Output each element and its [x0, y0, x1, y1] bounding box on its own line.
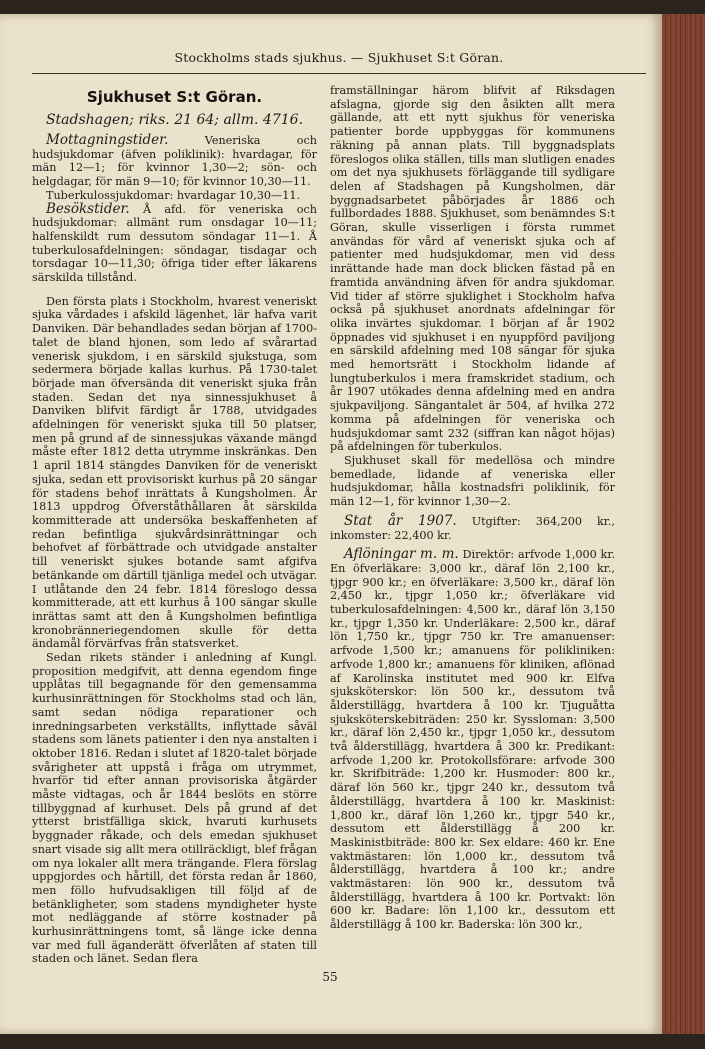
mottagningstider-text: Veneriska och hudsjukdomar (äfven poliklinik): hvardagar, för män 12—1; för kvinnor 1,30—2; sön- och helgdagar, för män 9—10; för kvinnor 10,30—11. [32, 134, 317, 189]
header-rule [32, 73, 646, 74]
poliklinik-paragraph: Sjukhuset skall för medellösa och mindre bemedlade, lidande af veneriska eller hudsjukdomar, hålla kostnadsfri poliklinik, för män 12—1, för kvinnor 1,30—2. [330, 453, 615, 509]
aflonings-label: Aflöningar m. m. [344, 546, 459, 563]
history-paragraph-3: framställningar härom blifvit af Riksdagen afslagna, gjorde sig den åsikten allt mera gällande, att ett nytt sjukhus för veneriska patienter borde uppbyggas för kommunens räkning på annan plats. Till byggnadsplats föreslogos olika ställen, tills man slutligen enades om det nya sjukhusets förläggande till sydligare delen af Stadshagen på Kungsholmen, där byggnadsarbetet påbörjades år 1886 och fullbordades 1888. Sjukhuset, som benämndes S:t Göran, skulle visserligen i första rummet användas för vård af veneriskt sjuka och af patienter med hudsjukdomar, men vid dess inrättande hade man dock blicken fästad på en framtida användning äfven för andra sjukdomar. Vid tider af större sjuklighet i Stockholm hafva också på sjukhuset anordnats afdelningar för olika invärtes sjukdomar. I början af år 1902 öppnades vid sjukhuset i en nyuppförd paviljong en särskild afdelning med 108 sängar för sjuka med hemortsrätt i Stockholm lidande af lungtuberkulos i mera framskridet stadium, och år 1907 utökades denna afdelning med en andra sjukpaviljong. Sängantalet är 504, af hvilka 272 komma på afdelningen för veneriska och hudsjukdomar samt 232 (siffran kan något höjas) på afdelningen för tuberkulos. [330, 84, 615, 454]
mottagningstider-paragraph [32, 134, 317, 189]
book-page-edges [662, 14, 705, 1034]
stat-text: Utgifter: 364,200 kr., inkomster: 22,400 kr. [330, 514, 615, 542]
running-header: Stockholms stads sjukhus. — Sjukhuset S:t Göran. [174, 50, 504, 65]
besokstider-paragraph [32, 200, 317, 285]
besokstider-label: Besökstider. [46, 200, 130, 217]
right-column [330, 84, 615, 932]
history-paragraph-2: Sedan rikets ständer i anledning af Kungl. proposition medgifvit, att denna egendom finge upplåtas till begagnande för den gemensamma kurhusinrättningen för Stockholms stad och län, samt sedan nödiga reparationer och inredningsarbeten verkställts, inflyttade såväl stadens som länets patienter i den nya anstalten i oktober 1816. Redan i slutet af 1820-talet började svårigheter att uppstå i fråga om utrymmet, hvarför tid efter annan provisoriska åtgärder måste vidtagas, och år 1844 beslöts en större tillbyggnad af kurhuset. Dels på grund af det ytterst bristfälliga skick, hvaruti kurhusets byggnader råkade, och dels emedan sjukhuset snart visade sig allt mera otillräckligt, blef frågan om nya lokaler allt mera trängande. Flera förslag uppgjordes och hårtill, det första redan år 1860, men föllo hufvudsakligen till följd af de betänkligheter, som stadens myndigheter hyste mot nedläggande af större kostnader på kurhusinrättningens tomt, så länge icke denna var med full äganderätt öfverlåten af staten till staden och länet. Sedan flera [32, 651, 317, 966]
page-title: Sjukhuset S:t Göran. [86, 88, 263, 106]
stat-paragraph [330, 512, 615, 542]
address-line: Stadshagen; riks. 21 64; allm. 4716. [45, 112, 304, 128]
aflonings-text: Direktör: arfvode 1,000 kr. En öfverläkare: 3,000 kr., däraf lön 2,100 kr., tjpgr 900 kr.; en öfverläkare: 3,500 kr., däraf lön 2,450 kr., tjpgr 1,050 kr.; öfverläkare vid tuberkulosafdelningen: 4,500 kr., däraf lön 3,150 kr., tjpgr 1,350 kr. Underläkare: 2,500 kr., däraf lön 1,750 kr., tjpgr 750 kr. Tre amanuenser: arfvode 1,500 kr.; amanuens för polikliniken: arfvode 1,800 kr.; amanuens för kliniken, aflönad af Karolinska institutet med 900 kr. Elfva sjuksköterskor: lön 500 kr., dessutom två ålderstillägg, hvartdera å 100 kr. Tjuguåtta sjuksköterskebiträden: 250 kr. Syssloman: 3,500 kr., däraf lön 2,450 kr., tjpgr 1,050 kr., dessutom två ålderstillägg, hvartdera å 300 kr. Predikant: arfvode 1,200 kr. Protokollsförare: arfvode 300 kr. Skrifbiträde: 1,200 kr. Husmoder: 800 kr., däraf lön 560 kr., tjpgr 240 kr., dessutom två ålderstillägg, hvartdera å 100 kr. Maskinist: 1,800 kr., däraf lön 1,260 kr., tjpgr 540 kr., dessutom ett ålderstillägg å 200 kr. Maskinistbiträde: 800 kr. Sex eldare: 460 kr. Ene vaktmästaren: lön 1,000 kr., dessutom två ålderstillägg, hvartdera å 100 kr.; andre vaktmästaren: lön 900 kr., dessutom två ålderstillägg, hvartdera å 100 kr. Portvakt: lön 600 kr. Badare: lön 1,100 kr., dessutom ett ålderstillägg å 100 kr. Baderska: lön 300 kr., [330, 548, 616, 932]
besokstider-text: Å afd. för veneriska och hudsjukdomar: allmänt rum onsdagar 10—11; halfenskildt rum dessutom söndagar 11—1. Å tuberkulosafdelningen: söndagar, tisdagar och torsdagar 10—11,30; öfriga tider efter läkarens särskilda tillstånd. [32, 202, 317, 285]
aflonings-paragraph [330, 548, 615, 932]
tuberkulos-hours: Tuberkulossjukdomar: hvardagar 10,30—11. [46, 188, 300, 202]
mottagningstider-label: Mottagningstider. [46, 132, 169, 148]
stat-label: Stat år 1907. [344, 512, 457, 529]
left-column [32, 84, 317, 966]
page-number: 55 [322, 970, 338, 984]
history-paragraph-1: Den första plats i Stockholm, hvarest veneriskt sjuka vårdades i afskild lägenhet, lär hafva varit Danviken. Där behandlades sedan början af 1700-talet de bland hjonen, som ledo af svårartad venerisk sjukdom, i en särskild sjukstuga, som sedermera började kallas kurhus. På 1730-talet började man öfversända dit veneriskt sjuka från staden. Sedan det nya sinnessjukhuset å Danviken blifvit färdigt år 1788, utvidgades afdelningen för veneriskt sjuka till 50 platser, men på grund af de sinnessjukas växande mängd måste efter 1812 detta utrymme inskränkas. Den 1 april 1814 stängdes Danviken för de veneriskt sjuka, sedan ett provisoriskt kurhus på 20 sängar för stadens behof inrättats å Kungsholmen. År 1813 uppdrog Öfverståthållaren åt särskilda kommitterade att undersöka beskaffenheten af redan befintliga sjukvårdsinrättningar och behofvet af förbättrade och utvidgade anstalter till veneriskt sjukes botande samt afgifva betänkande om därtill tjänliga medel och utvägar. I utlåtande den 24 febr. 1814 föreslogo dessa kommitterade, att ett kurhus å 100 sängar skulle inrättas samt att den å Kungsholmen befintliga kronobränneriegendomen skulle för detta ändamål förvärfvas från statsverket. [32, 294, 317, 651]
